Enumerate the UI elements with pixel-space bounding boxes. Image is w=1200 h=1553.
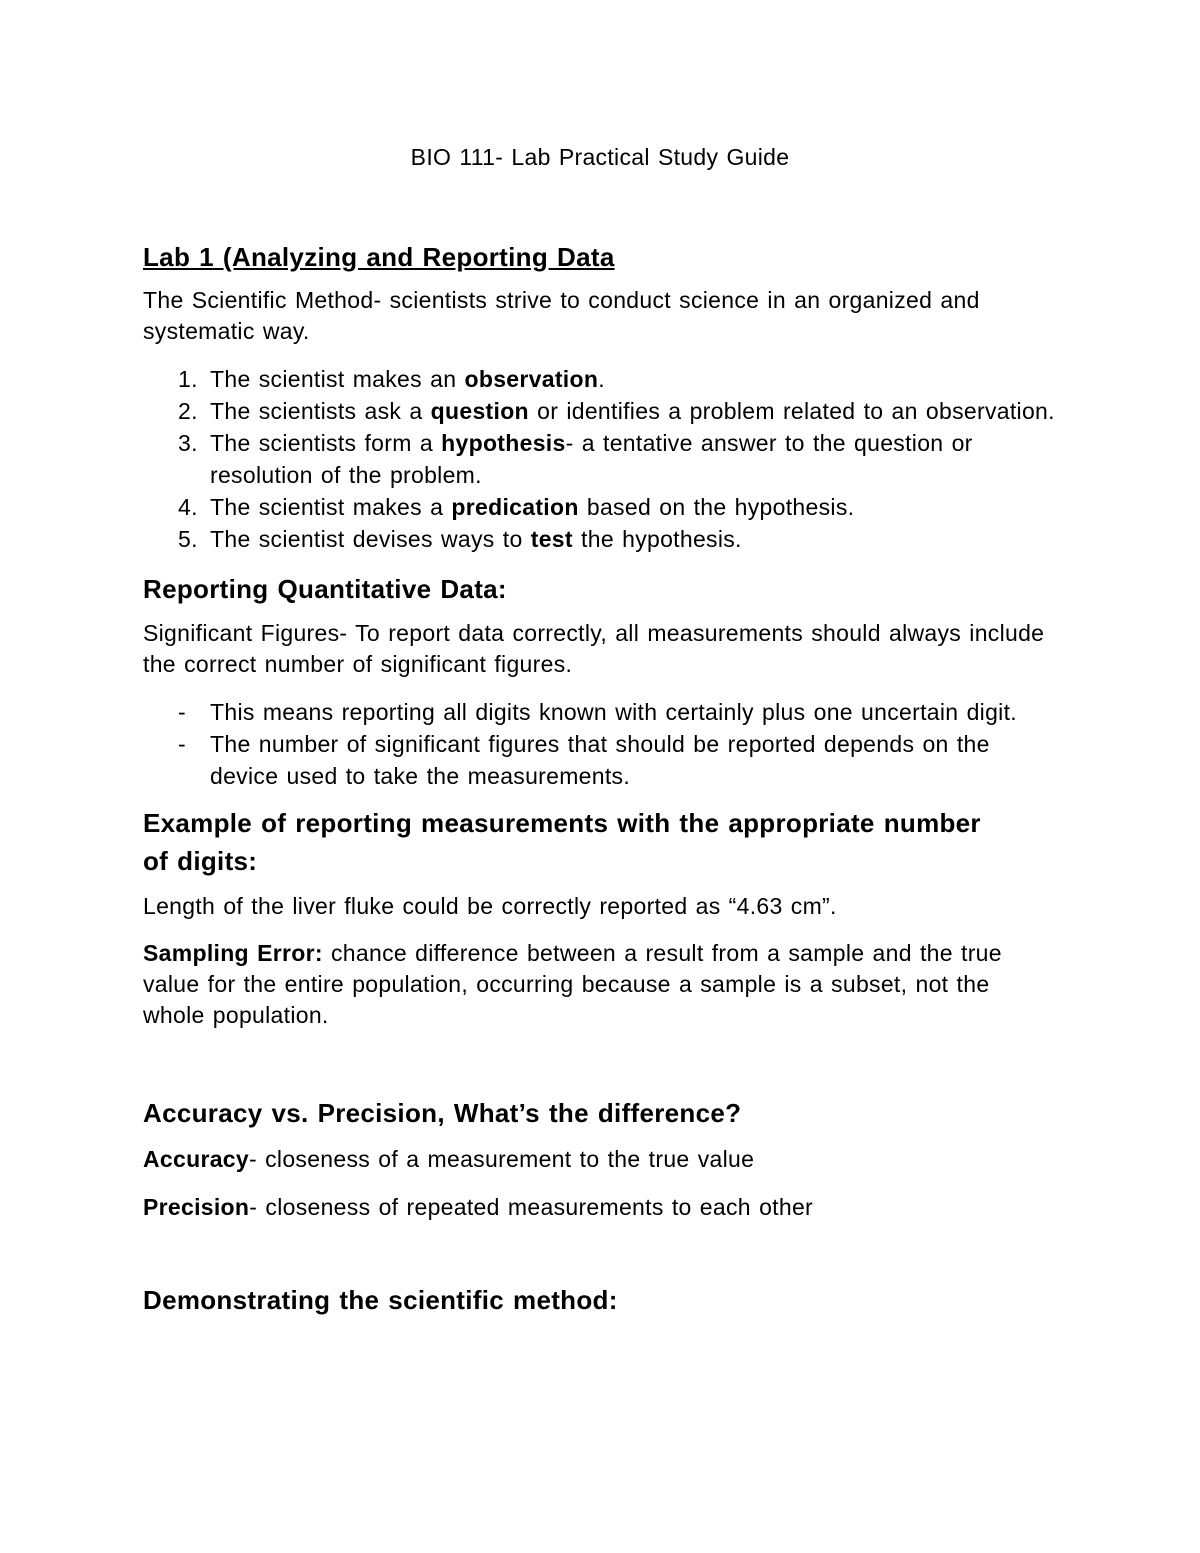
list-marker: 4. — [178, 494, 198, 520]
list-item — [178, 427, 1057, 491]
list-item-text — [210, 427, 1057, 491]
document-title: BIO 111- Lab Practical Study Guide — [410, 144, 790, 170]
bullet-marker: - — [178, 731, 186, 757]
step-text-run: The scientist makes a — [210, 494, 452, 520]
accuracy-definition — [143, 1144, 1057, 1175]
step-bold-term: question — [430, 398, 529, 424]
accuracy-definition-text: - closeness of a measurement to the true value — [248, 1146, 755, 1172]
step-text-run: based on the hypothesis. — [578, 494, 855, 520]
precision-definition-text: - closeness of repeated measurements to each other — [249, 1194, 813, 1220]
scientific-method-intro: The Scientific Method- scientists strive to conduct science in an organized and systematic way. — [143, 287, 980, 344]
list-item — [178, 363, 1057, 395]
step-text-run: The scientist devises ways to — [210, 526, 531, 552]
step-bold-term: hypothesis — [441, 430, 566, 456]
accuracy-vs-precision-heading: Accuracy vs. Precision, What’s the difference? — [143, 1098, 742, 1128]
precision-term: Precision — [143, 1194, 250, 1220]
step-text-run: The scientists form a — [210, 430, 442, 456]
list-item — [178, 395, 1057, 427]
list-item — [178, 523, 1057, 555]
list-marker: 3. — [178, 430, 198, 456]
example-heading: Example of reporting measurements with the appropriate number of digits: — [143, 808, 981, 876]
liver-fluke-text: Length of the liver fluke could be correctly reported as “4.63 cm”. — [143, 893, 837, 919]
list-item — [178, 491, 1057, 523]
accuracy-term: Accuracy — [143, 1146, 249, 1172]
step-bold-term: test — [530, 526, 573, 552]
list-item — [178, 696, 1057, 728]
step-text-run: - a tentative answer to the question or resolution of the problem. — [210, 430, 973, 488]
step-text-run: . — [598, 366, 605, 392]
step-text-run: the hypothesis. — [572, 526, 742, 552]
list-marker: 1. — [178, 366, 198, 392]
precision-definition — [143, 1192, 1057, 1223]
list-marker: 5. — [178, 526, 198, 552]
step-text-run: or identifies a problem related to an observation. — [528, 398, 1055, 424]
significant-figures-text: Significant Figures- To report data correctly, all measurements should always include the correct number of significant figures. — [143, 620, 1045, 677]
list-item-text — [210, 395, 1057, 427]
step-bold-term: predication — [451, 494, 579, 520]
list-item-text — [210, 523, 1057, 555]
list-item-text — [210, 363, 1057, 395]
list-item-text: The number of significant figures that should be reported depends on the device used to take the measurements. — [210, 731, 990, 789]
reporting-heading: Reporting Quantitative Data: — [143, 574, 507, 604]
list-marker: 2. — [178, 398, 198, 424]
bullet-marker: - — [178, 699, 186, 725]
step-bold-term: observation — [464, 366, 599, 392]
list-item — [178, 728, 1057, 792]
sampling-error-term: Sampling Error: — [143, 940, 323, 966]
lab1-heading: Lab 1 (Analyzing and Reporting Data — [143, 242, 615, 272]
sampling-error-text — [143, 938, 1057, 1031]
sampling-error-definition: chance difference between a result from a sample and the true value for the entire population, occurring because a sample is a subset, not the whole population. — [143, 940, 1002, 1028]
step-text-run: The scientist makes an — [210, 366, 465, 392]
step-text-run: The scientists ask a — [210, 398, 431, 424]
significant-figures-bullets — [143, 696, 1057, 792]
list-item-text: This means reporting all digits known with certainly plus one uncertain digit. — [210, 699, 1017, 725]
demonstrating-heading: Demonstrating the scientific method: — [143, 1285, 618, 1315]
scientific-method-steps — [143, 363, 1057, 555]
list-item-text — [210, 491, 1057, 523]
